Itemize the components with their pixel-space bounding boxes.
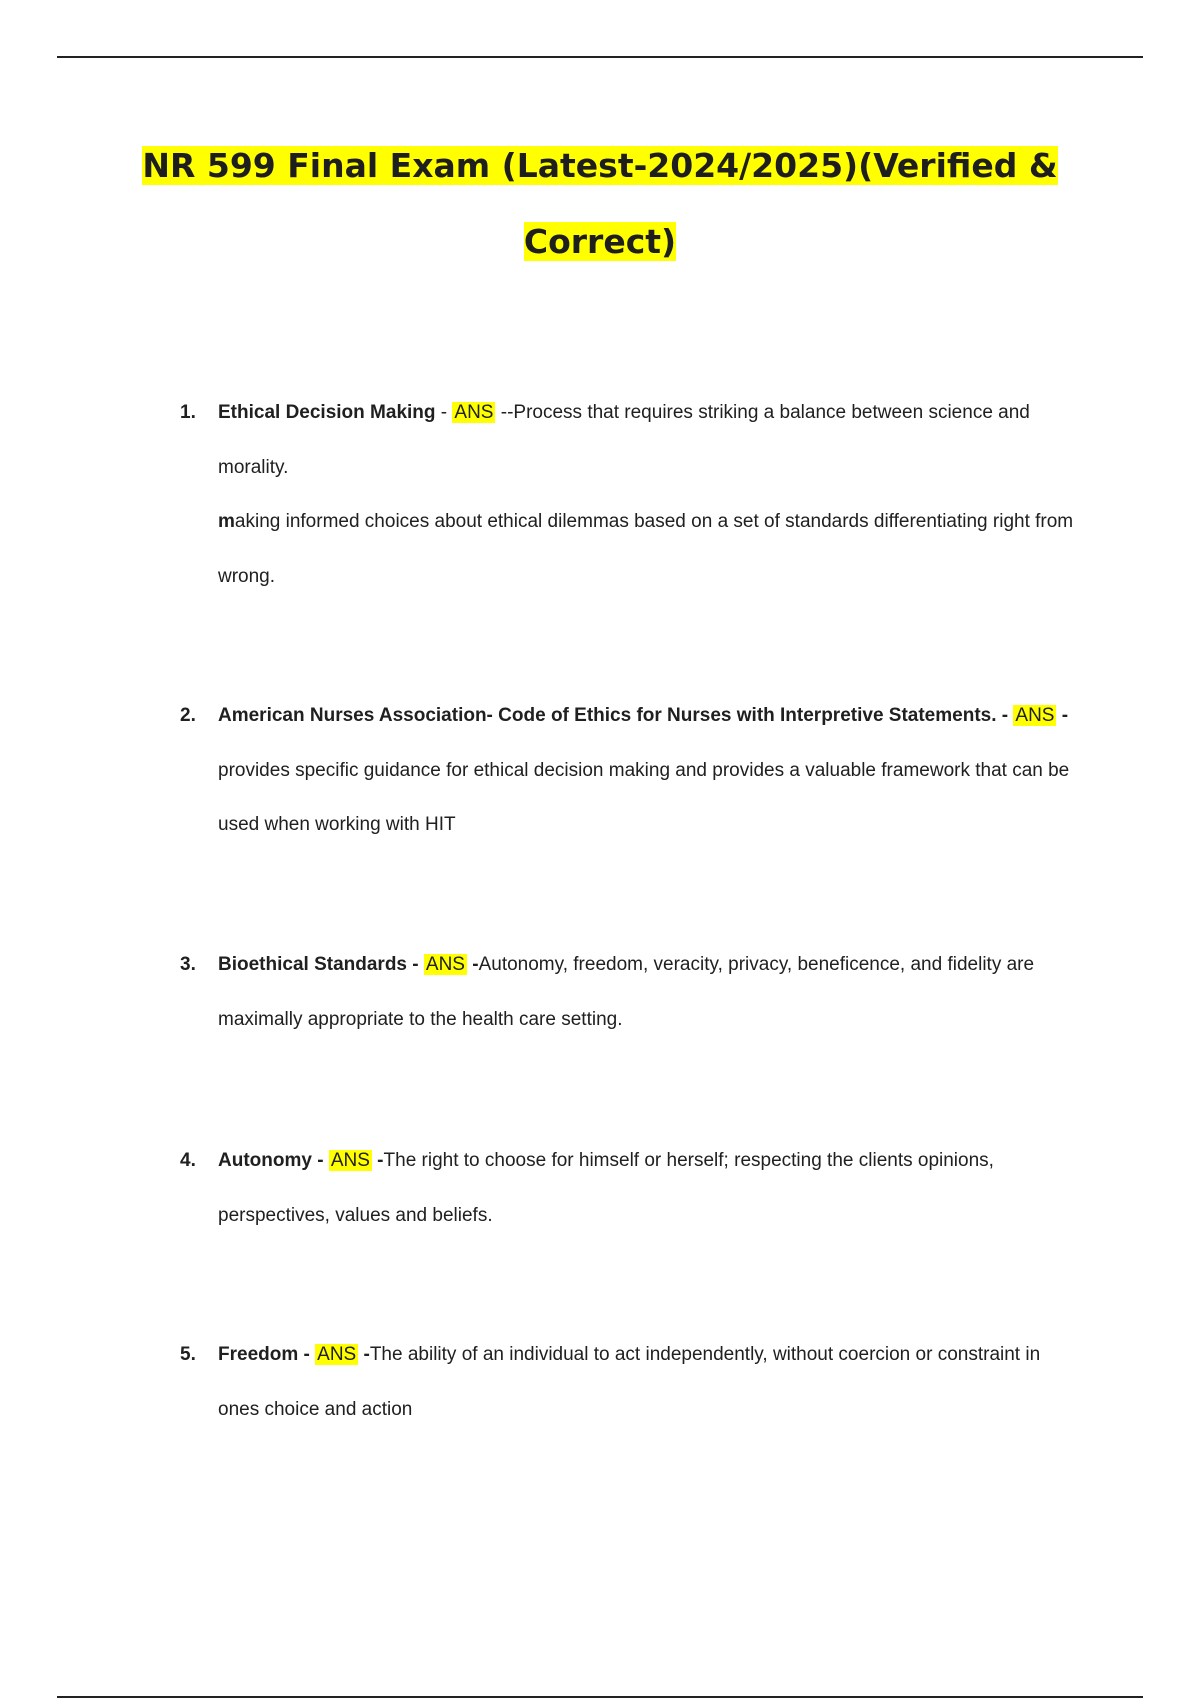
list-item bbox=[180, 1134, 1080, 1243]
page-title bbox=[60, 128, 1140, 280]
item-after: - bbox=[358, 1344, 370, 1365]
item-body bbox=[218, 1328, 1080, 1437]
item-number: 3. bbox=[180, 954, 196, 975]
item-term: Ethical Decision Making bbox=[218, 402, 436, 423]
item-extra bbox=[218, 495, 1080, 604]
list-item bbox=[180, 386, 1080, 604]
item-term: Bioethical Standards bbox=[218, 954, 407, 975]
item-separator: - bbox=[435, 402, 453, 423]
item-number: 1. bbox=[180, 402, 196, 423]
item-answer: Autonomy, freedom, veracity, privacy, beneficence, and fidelity are maximally appropriate to the health care setting. bbox=[218, 954, 1035, 1030]
item-separator: - bbox=[407, 954, 424, 975]
item-answer: The right to choose for himself or herself; respecting the clients opinions, perspectives, values and beliefs. bbox=[218, 1150, 994, 1226]
item-number: 4. bbox=[180, 1150, 196, 1171]
item-body bbox=[218, 386, 1080, 604]
item-extra-first-letter: m bbox=[218, 511, 235, 532]
item-after: - bbox=[1056, 705, 1069, 726]
title-line-1: NR 599 Final Exam (Latest-2024/2025)(Verified & bbox=[142, 146, 1058, 185]
list-item bbox=[180, 1328, 1080, 1437]
title-line-2: Correct) bbox=[523, 222, 677, 261]
ans-label: ANS bbox=[425, 954, 465, 975]
item-body bbox=[218, 938, 1080, 1047]
item-separator: - bbox=[996, 705, 1014, 726]
item-extra-text: aking informed choices about ethical dilemmas based on a set of standards differentiating right from wrong. bbox=[218, 511, 1074, 587]
item-separator: - bbox=[311, 1150, 329, 1171]
ans-label: ANS bbox=[1015, 705, 1055, 726]
item-after: -- bbox=[495, 402, 514, 423]
item-answer: The ability of an individual to act independently, without coercion or constraint in ones choice and action bbox=[218, 1344, 1041, 1420]
item-number: 2. bbox=[180, 705, 196, 726]
ans-label: ANS bbox=[330, 1150, 370, 1171]
item-term: American Nurses Association- Code of Ethics for Nurses with Interpretive Statements. bbox=[218, 705, 997, 726]
ans-label: ANS bbox=[454, 402, 494, 423]
item-number: 5. bbox=[180, 1344, 196, 1365]
item-answer: provides specific guidance for ethical decision making and provides a valuable framework that can be used when working with HIT bbox=[218, 759, 1070, 835]
item-separator: - bbox=[298, 1344, 316, 1365]
item-term: Freedom bbox=[218, 1344, 299, 1365]
item-answer: Process that requires striking a balance between science and morality. bbox=[218, 402, 1030, 478]
item-after: - bbox=[466, 954, 479, 975]
header-rule bbox=[57, 56, 1143, 58]
item-term: Autonomy bbox=[218, 1150, 312, 1171]
item-after: - bbox=[371, 1150, 384, 1171]
item-body bbox=[218, 689, 1080, 853]
list-item bbox=[180, 689, 1080, 853]
footer-rule bbox=[57, 1696, 1143, 1698]
item-body bbox=[218, 1134, 1080, 1243]
list-item bbox=[180, 938, 1080, 1047]
ans-label: ANS bbox=[317, 1344, 357, 1365]
